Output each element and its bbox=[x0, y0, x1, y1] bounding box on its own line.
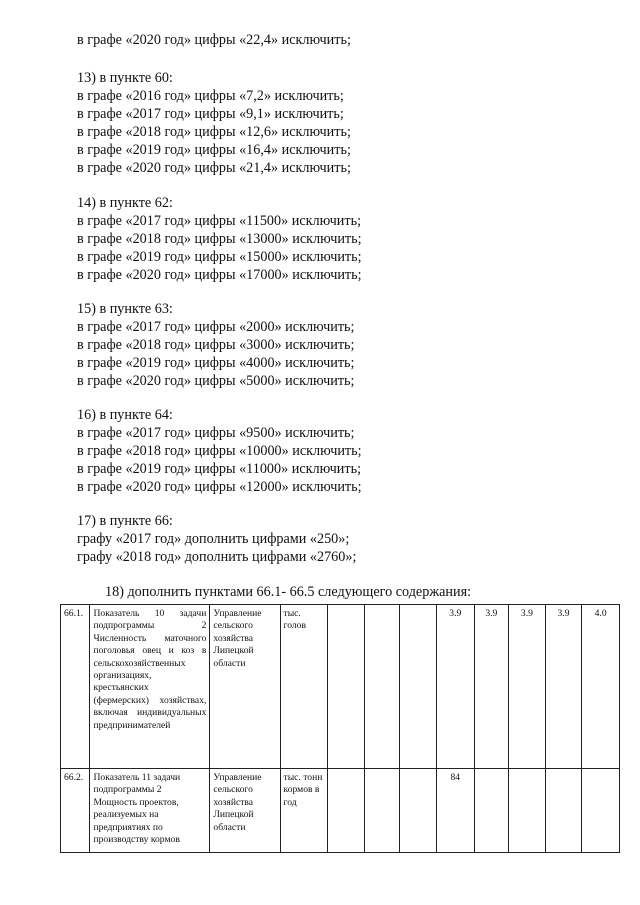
indicator-name: Показатель 11 задачи подпрограммы 2 Мощность проектов, реализуемых на предприятиях по производству кормов bbox=[90, 769, 210, 853]
value-cell bbox=[364, 605, 400, 769]
text-line: в графе «2019 год» цифры «16,4» исключить; bbox=[77, 142, 351, 158]
text-line: в графе «2016 год» цифры «7,2» исключить; bbox=[77, 88, 344, 104]
row-number: 66.2. bbox=[61, 769, 90, 853]
text-line: в графе «2019 год» цифры «15000» исключить; bbox=[77, 249, 362, 265]
unit: тыс. голов bbox=[280, 605, 328, 769]
text-line: в графе «2018 год» цифры «3000» исключить; bbox=[77, 337, 355, 353]
value-cell: 3.9 bbox=[545, 605, 582, 769]
text-line: в графе «2020 год» цифры «21,4» исключить; bbox=[77, 160, 351, 176]
value-cell bbox=[328, 769, 365, 853]
text-line: в графе «2018 год» цифры «12,6» исключить; bbox=[77, 124, 351, 140]
item-heading: 17) в пункте 66: bbox=[77, 513, 173, 529]
text-line: в графе «2020 год» цифры «17000» исключить; bbox=[77, 267, 362, 283]
text-line: в графе «2017 год» цифры «2000» исключить; bbox=[77, 319, 355, 335]
text-line: в графе «2017 год» цифры «11500» исключить; bbox=[77, 213, 362, 229]
text-line: графу «2018 год» дополнить цифрами «2760»; bbox=[77, 549, 357, 565]
value-cell: 84 bbox=[437, 769, 475, 853]
item-heading: 18) дополнить пунктами 66.1- 66.5 следующего содержания: bbox=[105, 584, 472, 600]
text-line: в графе «2020 год» цифры «5000» исключить; bbox=[77, 373, 355, 389]
value-cell bbox=[400, 605, 437, 769]
executor: Управление сельского хозяйства Липецкой области bbox=[210, 769, 280, 853]
item-heading: 15) в пункте 63: bbox=[77, 301, 173, 317]
value-cell bbox=[545, 769, 582, 853]
table-row bbox=[61, 769, 620, 853]
value-cell: 3.9 bbox=[437, 605, 475, 769]
item-heading: 14) в пункте 62: bbox=[77, 195, 173, 211]
text-line: в графе «2020 год» цифры «12000» исключить; bbox=[77, 479, 362, 495]
value-cell: 4.0 bbox=[582, 605, 620, 769]
text-line: в графе «2019 год» цифры «11000» исключить; bbox=[77, 461, 362, 477]
indicators-table bbox=[60, 604, 620, 853]
value-cell bbox=[364, 769, 400, 853]
value-cell bbox=[474, 769, 509, 853]
value-cell: 3.9 bbox=[474, 605, 509, 769]
text-line: в графе «2020 год» цифры «22,4» исключить; bbox=[77, 32, 351, 48]
value-cell: 3.9 bbox=[509, 605, 546, 769]
item-heading: 13) в пункте 60: bbox=[77, 70, 173, 86]
text-line: в графе «2017 год» цифры «9,1» исключить; bbox=[77, 106, 344, 122]
text-line: в графе «2018 год» цифры «10000» исключить; bbox=[77, 443, 362, 459]
text-line: в графе «2019 год» цифры «4000» исключить; bbox=[77, 355, 355, 371]
value-cell bbox=[509, 769, 546, 853]
value-cell bbox=[328, 605, 365, 769]
text-line: в графе «2018 год» цифры «13000» исключить; bbox=[77, 231, 362, 247]
row-number: 66.1. bbox=[61, 605, 90, 769]
table-row bbox=[61, 605, 620, 769]
executor: Управление сельского хозяйства Липецкой области bbox=[210, 605, 280, 769]
item-heading: 16) в пункте 64: bbox=[77, 407, 173, 423]
unit: тыс. тонн кормов в год bbox=[280, 769, 328, 853]
text-line: в графе «2017 год» цифры «9500» исключить; bbox=[77, 425, 355, 441]
value-cell bbox=[582, 769, 620, 853]
text-line: графу «2017 год» дополнить цифрами «250»; bbox=[77, 531, 350, 547]
value-cell bbox=[400, 769, 437, 853]
indicator-name: Показатель 10 задачи подпрограммы 2 Численность маточного поголовья овец и коз в сельскохозяйственных организациях, крестьянских (фермерских) хозяйствах, включая индивидуальных предпринимателей bbox=[90, 605, 210, 769]
